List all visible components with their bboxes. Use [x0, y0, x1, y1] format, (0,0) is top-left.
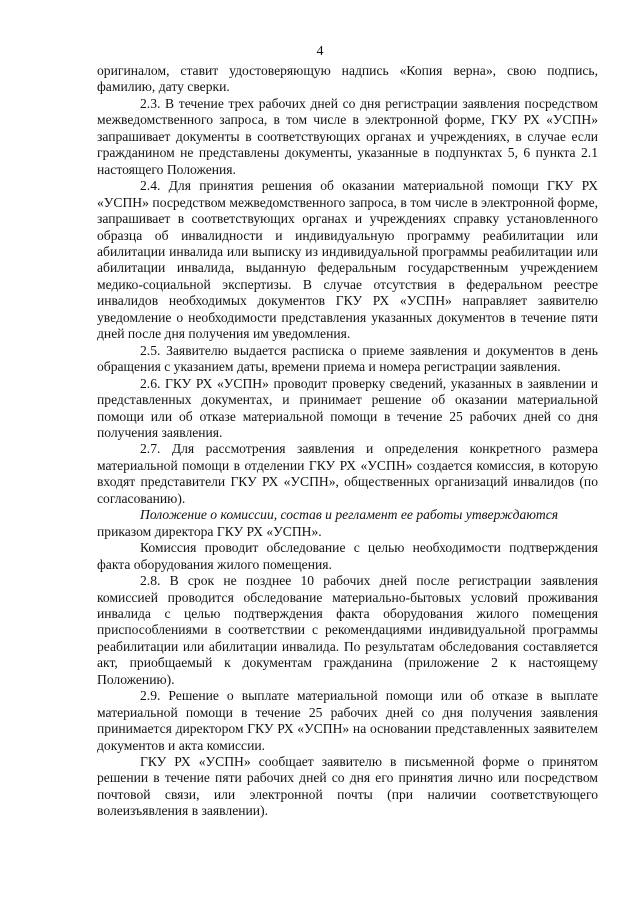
paragraph-commission-inspection: Комиссия проводит обследование с целью необходимости подтверждения факта оборудования жилого помещения.: [97, 540, 598, 572]
document-body: [97, 63, 598, 820]
paragraph-2-3: 2.3. В течение трех рабочих дней со дня регистрации заявления посредством межведомственного запроса, в том числе в электронной форме, ГКУ РХ «УСПН» запрашивает документы в соответствующих органах и учреждениях, в случае если гражданином не представлены документы, указанные в подпунктах 5, 6 пункта 2.1 настоящего Положения.: [97, 95, 598, 177]
paragraph-2-8: 2.8. В срок не позднее 10 рабочих дней после регистрации заявления комиссией проводится обследование материально-бытовых условий проживания инвалида с целью подтверждения факта оборудования жилого помещения приспособлениями в соответствии с рекомендациями индивидуальной программы реабилитации или абилитации инвалида. По результатам обследования составляется акт, приобщаемый к документам гражданина (приложение 2 к настоящему Положению).: [97, 573, 598, 687]
paragraph-notification: ГКУ РХ «УСПН» сообщает заявителю в письменной форме о принятом решении в течение пяти рабочих дней со дня его принятия лично или посредством почтовой связи, или электронной почты (при наличии соответствующего волеизъявления в заявлении).: [97, 754, 598, 819]
paragraph-2-6: 2.6. ГКУ РХ «УСПН» проводит проверку сведений, указанных в заявлении и представленных документах, и принимает решение об оказании материальной помощи или об отказе материальной помощи в течение 25 рабочих дней со дня получения заявления.: [97, 375, 598, 440]
commission-regulation-order: приказом директора ГКУ РХ «УСПН».: [97, 523, 322, 539]
paragraph-2-2-continuation: оригиналом, ставит удостоверяющую надпись «Копия верна», свою подпись, фамилию, дату сверки.: [97, 63, 598, 95]
commission-regulation-italic: Положение о комиссии, состав и регламент ее работы утверждаются: [140, 507, 559, 523]
paragraph-2-5: 2.5. Заявителю выдается расписка о приеме заявления и документов в день обращения с указанием даты, времени приема и номера регистрации заявления.: [97, 342, 598, 375]
paragraph-2-7: 2.7. Для рассмотрения заявления и определения конкретного размера материальной помощи в отделении ГКУ РХ «УСПН» создается комиссия, в которую входят представители ГКУ РХ «УСПН», общественных организаций инвалидов (по согласованию).: [97, 441, 598, 506]
paragraph-2-4: 2.4. Для принятия решения об оказании материальной помощи ГКУ РХ «УСПН» посредством межведомственного запроса, в том числе в электронной форме, запрашивает в соответствующих органах и учреждениях справку установленного образца об инвалидности и индивидуальную программу реабилитации или абилитации инвалида или выписку из индивидуальной программы реабилитации или абилитации инвалида, выданную федеральным государственным учреждением медико-социальной экспертизы. В случае отсутствия в федеральном реестре инвалидов необходимых документов ГКУ РХ «УСПН» направляет заявителю уведомление о необходимости представления указанных документов в течение пяти дней после дня получения им уведомления.: [97, 178, 598, 342]
page-number: 4: [316, 44, 324, 59]
paragraph-2-9: 2.9. Решение о выплате материальной помощи или об отказе в выплате материальной помощи в течение 25 рабочих дней со дня получения заявления принимается директором ГКУ РХ «УСПН» на основании представленных заявителем документов и акта комиссии.: [97, 688, 598, 753]
